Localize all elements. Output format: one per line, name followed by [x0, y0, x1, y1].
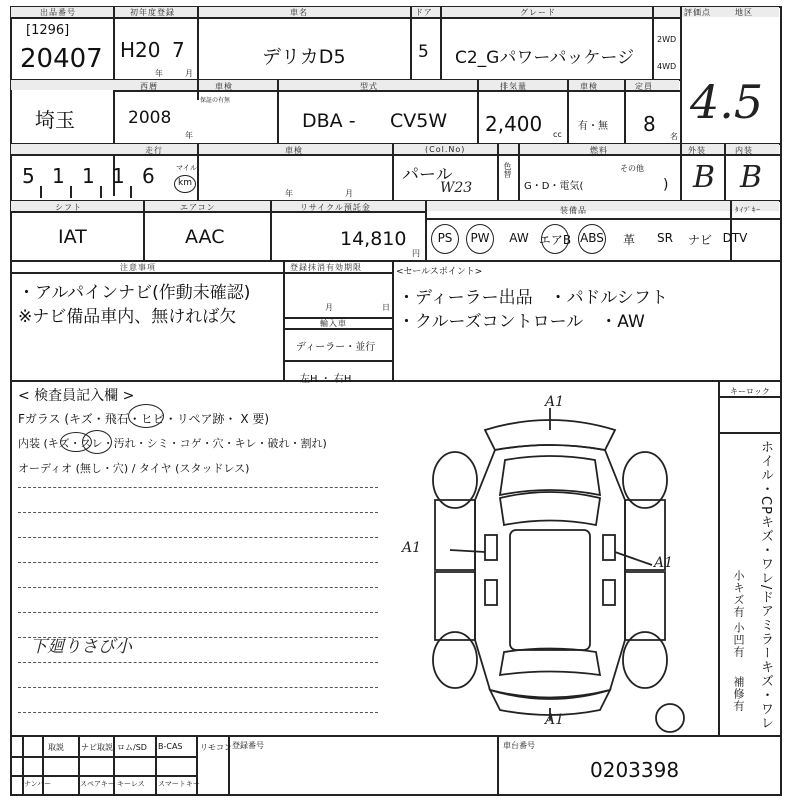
import-value: ディーラー・並行 [296, 342, 376, 353]
first-reg-month: 7 [172, 38, 185, 62]
shift-value: IAT [58, 226, 87, 248]
color-code-hw: W23 [440, 180, 473, 196]
inspector-label: < 検査員記入欄 > [18, 388, 135, 404]
shaken-label: 車検 [580, 82, 598, 91]
capacity-value: 8 [643, 112, 656, 136]
equipment-label: 装備品 [560, 206, 587, 215]
mileage-km: km [178, 178, 192, 188]
grade-label: グレード [520, 8, 556, 17]
region-label: 地区 [735, 8, 753, 17]
diagram-mark-top: A1 [545, 394, 565, 410]
footer-top-label: ナビ取説 [81, 743, 113, 752]
reg-month: 月 [325, 303, 333, 312]
equipment-item: エアB [538, 233, 572, 247]
sales-line-2: ・クルーズコントロール ・AW [398, 312, 645, 332]
equipment-circle [431, 224, 459, 254]
recall-label: 車検 [215, 82, 233, 91]
equipment-item: AW [509, 231, 529, 245]
lot-number: 20407 [20, 44, 103, 74]
first-reg-label: 初年度登録 [130, 8, 175, 17]
displacement-value: 2,400 [485, 112, 543, 136]
footer-top-label: ロム/SD [117, 743, 147, 752]
reg-expiry-label: 登録抹消有効期限 [290, 263, 362, 272]
equipment-circle [466, 224, 494, 254]
mileage-digit: 6 [142, 164, 155, 188]
has-none: 有・無 [578, 121, 608, 132]
equipment-item: ナビ [687, 233, 712, 247]
color-name: パール [402, 165, 453, 185]
sales-line-1: ・ディーラー出品 ・パドルシフト [398, 288, 668, 308]
model-label: 型式 [360, 82, 378, 91]
inspector-line-2: 内装 (キズ・スレ・汚れ・シミ・コゲ・穴・キレ・破れ・割れ) [18, 437, 327, 450]
shift-label: シフト [55, 203, 82, 212]
equipment-item: DTV [722, 231, 748, 245]
fuel-value: G・D・電気( [524, 181, 584, 192]
note-line-2: ※ナビ備品車内、無ければ欠 [18, 307, 237, 327]
score-handwritten: 4.5 [690, 75, 764, 129]
exterior-grade: B [693, 160, 716, 195]
right-sub-2: 小凹有 [732, 622, 745, 658]
doors-value: 5 [418, 42, 429, 62]
import-label: 輸入車 [320, 319, 347, 328]
aircon-value: AAC [185, 226, 225, 248]
note-line-1: ・アルパインナビ(作動未確認) [18, 283, 251, 303]
color-label: 色替 [503, 162, 512, 178]
fuel-other: その他 [620, 164, 644, 173]
year-label: 西暦 [140, 82, 158, 91]
mileage-label: 走行 [145, 146, 163, 155]
model-code: CV5W [390, 110, 448, 132]
doors-label: ドア [415, 8, 433, 17]
reg-no-label: 登録番号 [232, 741, 264, 750]
reg-day: 日 [382, 303, 390, 312]
interior-circle-2 [82, 430, 112, 454]
interior-label: 内装 [735, 146, 753, 155]
cc-unit: cc [553, 130, 562, 139]
diagram-mark-right: A1 [654, 555, 674, 571]
key-lock-label: キーロック [730, 387, 770, 396]
chassis-label: 車台番号 [503, 741, 535, 750]
recall-note: 保証の有無 [200, 97, 231, 104]
inspector-line-3: オーディオ (無し・穴) / タイヤ (スタッドレス) [18, 462, 250, 475]
capacity-label: 定員 [635, 82, 653, 91]
recycle-unit: 円 [412, 249, 420, 258]
equipment-circle [578, 224, 606, 254]
capacity-unit: 名 [670, 132, 678, 141]
year-ad-value: 2008 [128, 108, 172, 128]
mileage-mile: マイル [176, 164, 197, 172]
footer-bottom-label: スマートキー [158, 780, 200, 788]
score-label: 評価点 [684, 8, 711, 17]
equipment-item: ABS [580, 231, 604, 245]
year-ad-unit: 年 [185, 131, 193, 140]
right-sub-1: 小キズ有 [732, 570, 745, 618]
fuel-label: 燃料 [590, 146, 608, 155]
footer-bottom-label: キーレス [117, 780, 145, 788]
displacement-label: 排気量 [500, 82, 527, 91]
fuel-close: ) [663, 177, 669, 193]
equipment-item: SR [657, 231, 673, 245]
interior-grade: B [740, 160, 763, 195]
sales-points-label: <セールスポイント> [396, 267, 483, 277]
exterior-label: 外装 [688, 146, 706, 155]
car-name-value: デリカD5 [262, 46, 346, 68]
region-value: 埼玉 [35, 108, 75, 132]
drive-2wd: 2WD [657, 35, 677, 44]
drive-4wd: 4WD [657, 62, 677, 71]
right-sub-3: 補修有 [732, 676, 745, 712]
lot-no-label: 出品番号 [40, 8, 76, 17]
notes-label: 注意事項 [120, 263, 156, 272]
handle-value: 左H ・ 右H [300, 374, 352, 385]
recycle-label: リサイクル預託金 [300, 203, 371, 212]
shaken-month: 月 [345, 189, 353, 198]
color-header: (Col.No) [425, 145, 466, 154]
year-unit: 年 [155, 69, 163, 78]
footer-bottom-label: ナンバー [24, 780, 52, 788]
lot-bracket: [1296] [26, 23, 70, 38]
footer-bottom-label: スペアキー [80, 780, 115, 788]
month-unit: 月 [185, 69, 193, 78]
footer-top-label: B-CAS [158, 742, 183, 751]
diagram-mark-bottom: A1 [545, 712, 565, 728]
equipment-item: PS [437, 231, 453, 245]
mileage-digit: 5 [22, 164, 35, 188]
diagram-mark-left: A1 [402, 540, 422, 556]
fglass-circle [128, 404, 164, 428]
mileage-digit: 1 [52, 164, 65, 188]
first-reg-era: H20 [120, 38, 161, 62]
grade-value: C2_Gパワーパッケージ [455, 48, 635, 68]
key-label: ﾀｲﾌﾟｷｰ [735, 206, 761, 214]
shaken-year: 年 [285, 189, 293, 198]
aircon-label: エアコン [180, 203, 216, 212]
shaken-label-2: 車検 [285, 146, 303, 155]
equipment-item: 革 [622, 233, 635, 247]
equipment-item: PW [470, 231, 490, 245]
mileage-digit: 1 [82, 164, 95, 188]
inspector-line-1: Fガラス (キズ・飛石・ヒビ・リペア跡・ X 要) [18, 412, 270, 426]
footer-top-label: 取説 [48, 743, 64, 752]
car-name-label: 車名 [290, 8, 308, 17]
handwritten-note: 下廻りさび小 [30, 637, 132, 657]
footer-top-label: リモコン [200, 743, 232, 752]
equipment-circle [541, 224, 569, 254]
recycle-value: 14,810 [340, 228, 407, 250]
chassis-no: 0203398 [590, 758, 680, 782]
mileage-digit: 1 [112, 164, 125, 188]
model-prefix: DBA - [302, 110, 356, 132]
right-vertical-text: ホイル・CPキズ・ワレ/ドアミラーキズ・ワレ [758, 440, 773, 731]
